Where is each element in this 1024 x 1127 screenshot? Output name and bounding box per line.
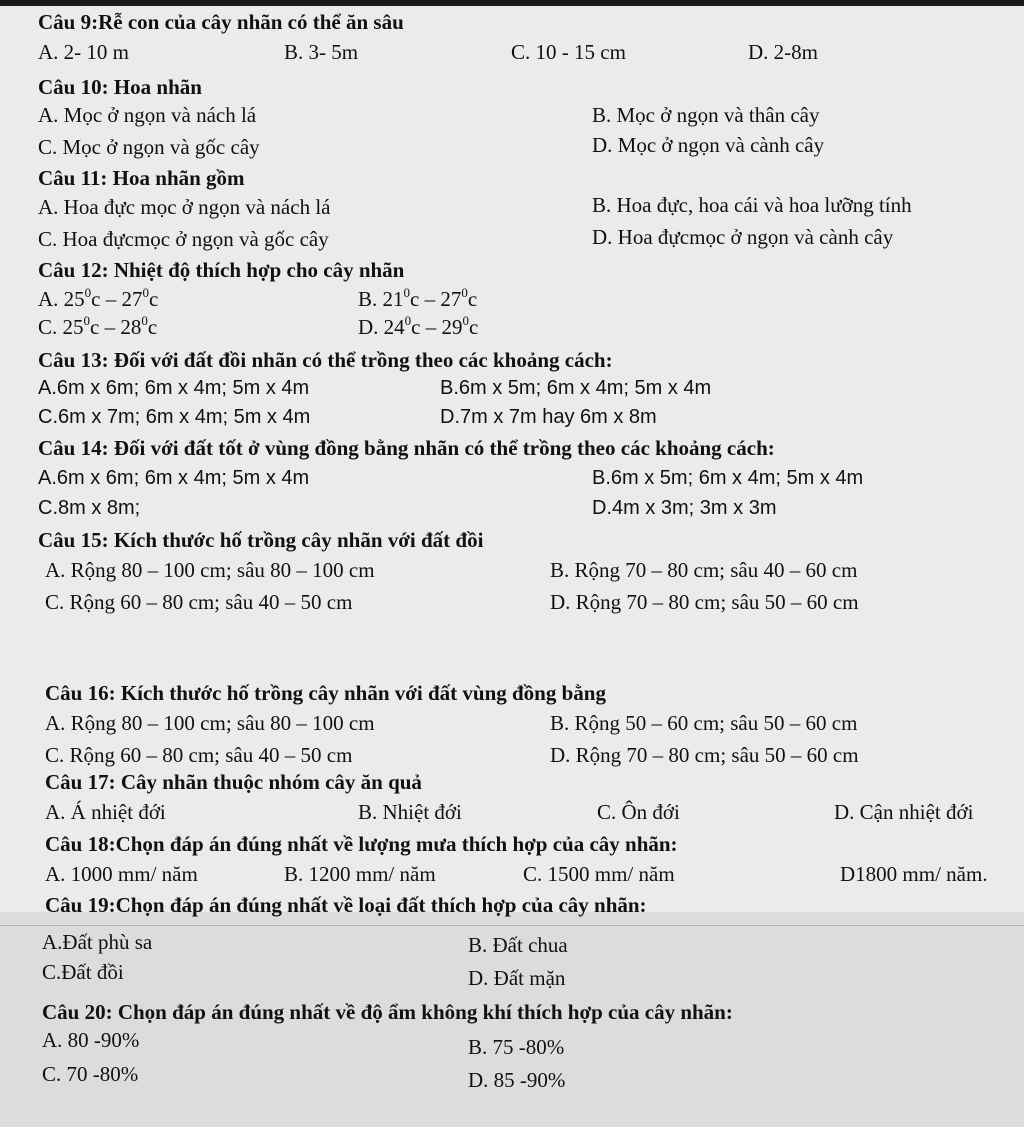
q13-option-a: A.6m x 6m; 6m x 4m; 5m x 4m: [38, 377, 310, 399]
q9-option-b: B. 3- 5m: [284, 40, 359, 64]
q19-option-d: D. Đất mặn: [468, 966, 566, 990]
question-15: Câu 15: Kích thước hố trồng cây nhãn với đất đồi: [38, 528, 484, 552]
q17-option-c: C. Ôn đới: [597, 800, 680, 824]
q10-option-b: B. Mọc ở ngọn và thân cây: [592, 103, 820, 127]
q18-option-c: C. 1500 mm/ năm: [523, 862, 675, 886]
q15-option-b: B. Rộng 70 – 80 cm; sâu 40 – 60 cm: [550, 558, 858, 582]
q19-option-b: B. Đất chua: [468, 933, 568, 957]
q10-option-d: D. Mọc ở ngọn và cành cây: [592, 133, 825, 157]
q9-option-a: A. 2- 10 m: [38, 40, 129, 64]
q9-option-d: D. 2-8m: [748, 40, 818, 64]
q11-option-a: A. Hoa đực mọc ở ngọn và nách lá: [38, 195, 331, 219]
q14-option-b: B.6m x 5m; 6m x 4m; 5m x 4m: [592, 467, 864, 489]
question-10: Câu 10: Hoa nhãn: [38, 75, 202, 99]
q20-option-b: B. 75 -80%: [468, 1035, 565, 1059]
top-edge: [0, 0, 1024, 6]
q14-option-d: D.4m x 3m; 3m x 3m: [592, 497, 777, 519]
q18-option-b: B. 1200 mm/ năm: [284, 862, 436, 886]
question-16: Câu 16: Kích thước hố trồng cây nhãn với đất vùng đồng bằng: [45, 681, 606, 705]
question-13: Câu 13: Đối với đất đồi nhãn có thể trồng theo các khoảng cách:: [38, 348, 613, 372]
question-12: Câu 12: Nhiệt độ thích hợp cho cây nhãn: [38, 258, 405, 282]
q13-option-d: D.7m x 7m hay 6m x 8m: [440, 406, 657, 428]
q19-option-c: C.Đất đồi: [42, 960, 124, 984]
q14-option-c: C.8m x 8m;: [38, 497, 141, 519]
q16-option-c: C. Rộng 60 – 80 cm; sâu 40 – 50 cm: [45, 743, 353, 767]
q20-option-c: C. 70 -80%: [42, 1062, 139, 1086]
q15-option-d: D. Rộng 70 – 80 cm; sâu 50 – 60 cm: [550, 590, 859, 614]
q12-option-c: C. $25^0c - 28^0c$: [38, 313, 158, 339]
q17-option-b: B. Nhiệt đới: [358, 800, 462, 824]
q14-option-a: A.6m x 6m; 6m x 4m; 5m x 4m: [38, 467, 310, 489]
divider-line: [0, 925, 1024, 926]
q13-option-c: C.6m x 7m; 6m x 4m; 5m x 4m: [38, 406, 311, 428]
q19-option-a: A.Đất phù sa: [42, 930, 153, 954]
question-11: Câu 11: Hoa nhãn gồm: [38, 166, 245, 190]
question-14: Câu 14: Đối với đất tốt ở vùng đồng bằng nhãn có thể trồng theo các khoảng cách:: [38, 436, 775, 460]
question-9: Câu 9:Rễ con của cây nhãn có thể ăn sâu: [38, 10, 404, 34]
q11-option-c: C. Hoa đựcmọc ở ngọn và gốc cây: [38, 227, 329, 251]
q13-option-b: B.6m x 5m; 6m x 4m; 5m x 4m: [440, 377, 712, 399]
q18-option-a: A. 1000 mm/ năm: [45, 862, 198, 886]
question-20: Câu 20: Chọn đáp án đúng nhất về độ ẩm không khí thích hợp của cây nhãn:: [42, 1000, 733, 1024]
question-19: Câu 19:Chọn đáp án đúng nhất về loại đất thích hợp của cây nhãn:: [45, 893, 647, 917]
q16-option-b: B. Rộng 50 – 60 cm; sâu 50 – 60 cm: [550, 711, 858, 735]
q9-option-c: C. 10 - 15 cm: [511, 40, 626, 64]
q11-option-d: D. Hoa đựcmọc ở ngọn và cành cây: [592, 225, 894, 249]
q17-option-a: A. Á nhiệt đới: [45, 800, 166, 824]
q20-option-d: D. 85 -90%: [468, 1068, 566, 1092]
q17-option-d: D. Cận nhiệt đới: [834, 800, 974, 824]
q12-option-d: D. $24^0c - 29^0c$: [358, 313, 479, 339]
q12-option-b: B. $21^0c - 27^0c$: [358, 285, 478, 311]
q11-option-b: B. Hoa đực, hoa cái và hoa lưỡng tính: [592, 193, 912, 217]
q15-option-a: A. Rộng 80 – 100 cm; sâu 80 – 100 cm: [45, 558, 375, 582]
question-18: Câu 18:Chọn đáp án đúng nhất về lượng mưa thích hợp của cây nhãn:: [45, 832, 678, 856]
q10-option-c: C. Mọc ở ngọn và gốc cây: [38, 135, 260, 159]
q10-option-a: A. Mọc ở ngọn và nách lá: [38, 103, 257, 127]
q15-option-c: C. Rộng 60 – 80 cm; sâu 40 – 50 cm: [45, 590, 353, 614]
question-17: Câu 17: Cây nhãn thuộc nhóm cây ăn quả: [45, 770, 422, 794]
q18-option-d: D1800 mm/ năm.: [840, 862, 988, 886]
q12-option-a: A. $25^0c - 27^0c$: [38, 285, 159, 311]
q16-option-d: D. Rộng 70 – 80 cm; sâu 50 – 60 cm: [550, 743, 859, 767]
q16-option-a: A. Rộng 80 – 100 cm; sâu 80 – 100 cm: [45, 711, 375, 735]
q20-option-a: A. 80 -90%: [42, 1028, 140, 1052]
